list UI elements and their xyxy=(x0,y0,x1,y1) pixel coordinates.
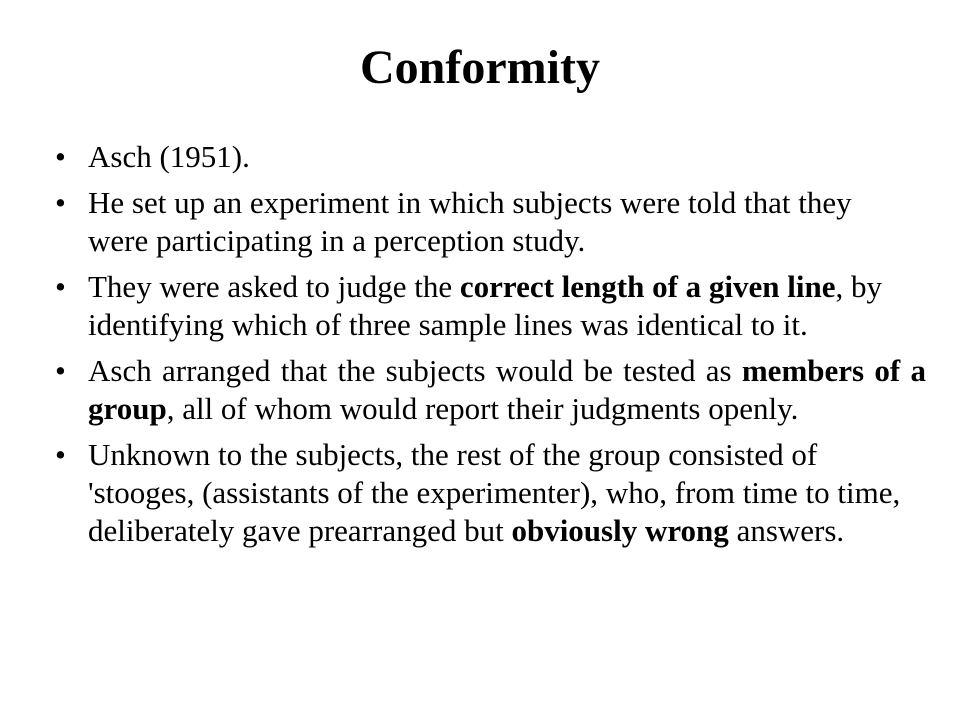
bullet-text-part: , by identifying which of three sample lines was identical to it. xyxy=(88,269,883,342)
bullet-text xyxy=(88,138,908,176)
bullet-text xyxy=(88,184,908,260)
bullet-text xyxy=(88,268,928,344)
bullet-item xyxy=(0,436,924,550)
bullet-dot-icon: • xyxy=(55,139,66,174)
bullet-text-part: , all of whom would report their judgments openly. xyxy=(166,391,799,426)
bullet-item xyxy=(0,138,908,176)
bullet-dot-icon: • xyxy=(55,185,66,220)
bullet-emphasis: correct length of a given line xyxy=(459,269,836,304)
bullet-emphasis: obviously wrong xyxy=(511,513,729,548)
bullet-text-part: Unknown to the subjects, the rest of the group consisted of 'stooges, (assistants of the experimenter), who, from time to time, deliberately gave prearranged but xyxy=(88,437,901,548)
bullet-text-part: answers. xyxy=(728,513,845,548)
bullet-item xyxy=(0,352,926,428)
bullet-text-part: Asch arranged that the subjects would be tested as xyxy=(88,353,742,388)
bullet-text-part: Asch (1951). xyxy=(88,139,250,174)
bullet-dot-icon: • xyxy=(55,269,66,304)
bullet-item xyxy=(0,184,908,260)
bullet-text xyxy=(88,352,926,428)
bullet-text-part: He set up an experiment in which subjects were told that they were participating in a perception study. xyxy=(88,185,852,258)
bullet-list xyxy=(0,138,960,550)
bullet-text-part: They were asked to judge the xyxy=(88,269,460,304)
slide-title: Conformity xyxy=(360,41,600,94)
bullet-dot-icon: • xyxy=(55,437,66,472)
bullet-emphasis: members of a group xyxy=(88,353,926,426)
bullet-item xyxy=(0,268,928,344)
bullet-text xyxy=(88,436,924,550)
bullet-dot-icon: • xyxy=(55,353,66,388)
